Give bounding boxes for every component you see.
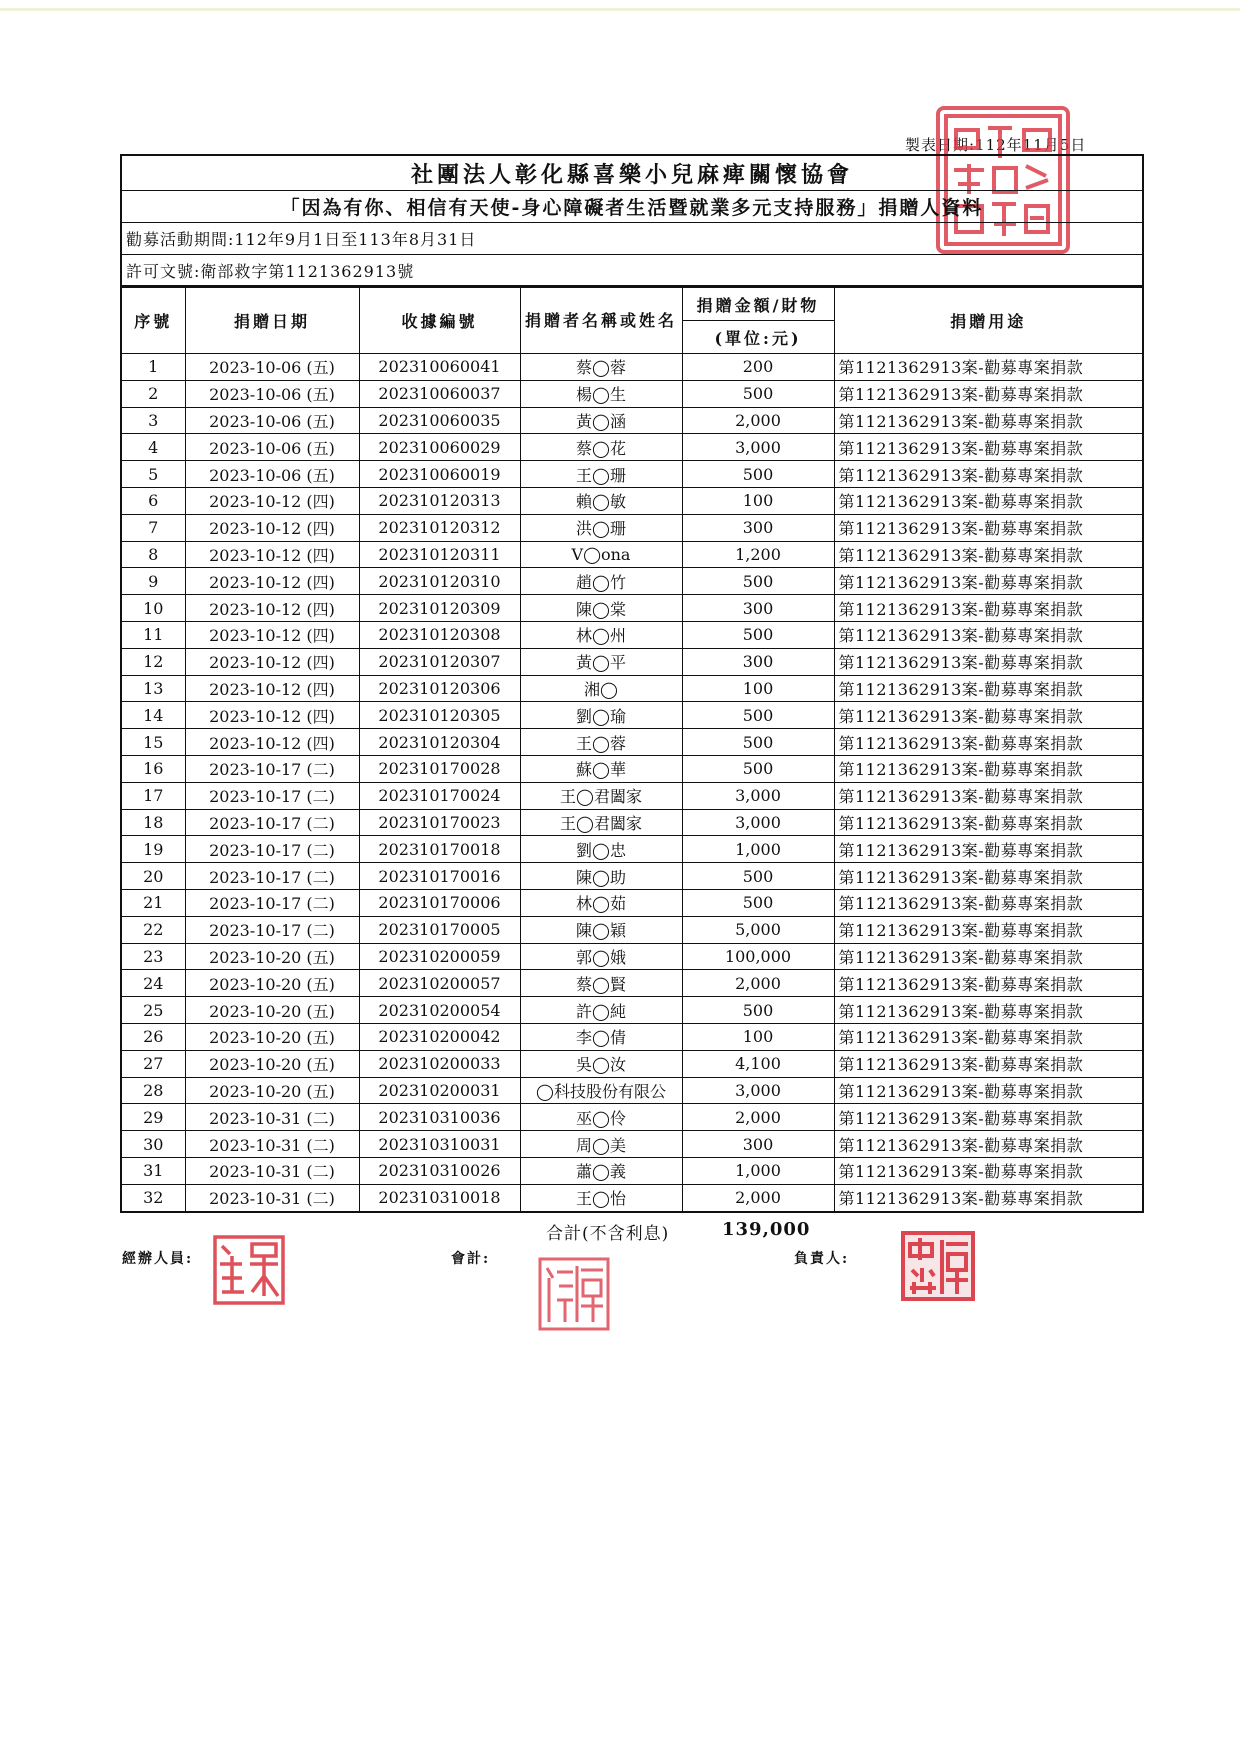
cell-donor: V◯ona — [520, 541, 682, 568]
cell-donor: 陳◯助 — [520, 863, 682, 890]
cell-date: 2023-10-12 (四) — [185, 702, 359, 729]
table-row — [122, 782, 1142, 809]
table-row — [122, 407, 1142, 434]
cell-seq: 2 — [122, 380, 185, 407]
cell-seq: 20 — [122, 863, 185, 890]
cell-receipt: 202310060041 — [359, 354, 520, 381]
table-row — [122, 1157, 1142, 1184]
cell-donor: ◯科技股份有限公 — [520, 1077, 682, 1104]
cell-date: 2023-10-20 (五) — [185, 997, 359, 1024]
cell-donor: 蘇◯華 — [520, 755, 682, 782]
cell-amount: 500 — [682, 729, 834, 756]
cell-date: 2023-10-12 (四) — [185, 595, 359, 622]
cell-seq: 6 — [122, 487, 185, 514]
cell-purpose: 第1121362913案-勸募專案捐款 — [834, 648, 1142, 675]
cell-seq: 25 — [122, 997, 185, 1024]
table-row — [122, 1023, 1142, 1050]
cell-purpose: 第1121362913案-勸募專案捐款 — [834, 1050, 1142, 1077]
cell-date: 2023-10-12 (四) — [185, 568, 359, 595]
cell-seq: 17 — [122, 782, 185, 809]
page-top-edge — [0, 8, 1240, 11]
table-row — [122, 1050, 1142, 1077]
cell-donor: 蔡◯蓉 — [520, 354, 682, 381]
cell-purpose: 第1121362913案-勸募專案捐款 — [834, 380, 1142, 407]
cell-seq: 30 — [122, 1131, 185, 1158]
cell-purpose: 第1121362913案-勸募專案捐款 — [834, 1157, 1142, 1184]
cell-purpose: 第1121362913案-勸募專案捐款 — [834, 970, 1142, 997]
cell-receipt: 202310200057 — [359, 970, 520, 997]
responsible-seal-stamp — [900, 1230, 976, 1302]
cell-receipt: 202310120304 — [359, 729, 520, 756]
donation-report — [120, 154, 1144, 1213]
table-row — [122, 434, 1142, 461]
cell-purpose: 第1121362913案-勸募專案捐款 — [834, 434, 1142, 461]
cell-purpose: 第1121362913案-勸募專案捐款 — [834, 1023, 1142, 1050]
cell-receipt: 202310120305 — [359, 702, 520, 729]
cell-receipt: 202310170028 — [359, 755, 520, 782]
cell-donor: 黃◯涵 — [520, 407, 682, 434]
cell-amount: 2,000 — [682, 1104, 834, 1131]
table-row — [122, 675, 1142, 702]
cell-seq: 5 — [122, 461, 185, 488]
handler-seal-stamp — [212, 1234, 286, 1306]
cell-date: 2023-10-17 (二) — [185, 782, 359, 809]
cell-donor: 林◯茹 — [520, 889, 682, 916]
cell-date: 2023-10-12 (四) — [185, 648, 359, 675]
cell-seq: 7 — [122, 514, 185, 541]
cell-donor: 王◯怡 — [520, 1184, 682, 1210]
cell-date: 2023-10-17 (二) — [185, 863, 359, 890]
cell-donor: 蕭◯義 — [520, 1157, 682, 1184]
cell-amount: 500 — [682, 702, 834, 729]
cell-receipt: 202310060019 — [359, 461, 520, 488]
cell-donor: 周◯美 — [520, 1131, 682, 1158]
cell-receipt: 202310310026 — [359, 1157, 520, 1184]
table-row — [122, 1077, 1142, 1104]
cell-donor: 王◯珊 — [520, 461, 682, 488]
table-row — [122, 809, 1142, 836]
cell-amount: 300 — [682, 648, 834, 675]
table-row — [122, 595, 1142, 622]
table-row — [122, 729, 1142, 756]
cell-amount: 500 — [682, 755, 834, 782]
cell-purpose: 第1121362913案-勸募專案捐款 — [834, 889, 1142, 916]
cell-purpose: 第1121362913案-勸募專案捐款 — [834, 541, 1142, 568]
cell-seq: 11 — [122, 621, 185, 648]
cell-seq: 3 — [122, 407, 185, 434]
cell-amount: 100,000 — [682, 943, 834, 970]
table-row — [122, 1131, 1142, 1158]
cell-date: 2023-10-31 (二) — [185, 1104, 359, 1131]
table-row — [122, 702, 1142, 729]
cell-amount: 5,000 — [682, 916, 834, 943]
cell-amount: 2,000 — [682, 407, 834, 434]
cell-seq: 4 — [122, 434, 185, 461]
cell-date: 2023-10-20 (五) — [185, 1050, 359, 1077]
cell-donor: 王◯君闔家 — [520, 782, 682, 809]
table-row — [122, 487, 1142, 514]
cell-seq: 19 — [122, 836, 185, 863]
cell-donor: 蔡◯花 — [520, 434, 682, 461]
cell-donor: 洪◯珊 — [520, 514, 682, 541]
cell-receipt: 202310200033 — [359, 1050, 520, 1077]
cell-date: 2023-10-12 (四) — [185, 487, 359, 514]
cell-seq: 13 — [122, 675, 185, 702]
cell-receipt: 202310170024 — [359, 782, 520, 809]
cell-seq: 23 — [122, 943, 185, 970]
cell-donor: 湘◯ — [520, 675, 682, 702]
handler-label: 經辦人員: — [122, 1251, 194, 1267]
cell-purpose: 第1121362913案-勸募專案捐款 — [834, 755, 1142, 782]
cell-seq: 8 — [122, 541, 185, 568]
cell-date: 2023-10-06 (五) — [185, 407, 359, 434]
cell-seq: 16 — [122, 755, 185, 782]
cell-receipt: 202310120312 — [359, 514, 520, 541]
cell-seq: 31 — [122, 1157, 185, 1184]
cell-receipt: 202310310036 — [359, 1104, 520, 1131]
cell-seq: 10 — [122, 595, 185, 622]
cell-amount: 500 — [682, 997, 834, 1024]
cell-amount: 3,000 — [682, 1077, 834, 1104]
total-label: 合計(不含利息) — [546, 1224, 670, 1244]
cell-seq: 18 — [122, 809, 185, 836]
cell-donor: 林◯州 — [520, 621, 682, 648]
table-row — [122, 1104, 1142, 1131]
cell-donor: 劉◯忠 — [520, 836, 682, 863]
cell-seq: 21 — [122, 889, 185, 916]
cell-seq: 29 — [122, 1104, 185, 1131]
cell-purpose: 第1121362913案-勸募專案捐款 — [834, 943, 1142, 970]
cell-purpose: 第1121362913案-勸募專案捐款 — [834, 1104, 1142, 1131]
cell-seq: 1 — [122, 354, 185, 381]
cell-purpose: 第1121362913案-勸募專案捐款 — [834, 407, 1142, 434]
table-row — [122, 541, 1142, 568]
cell-seq: 27 — [122, 1050, 185, 1077]
cell-purpose: 第1121362913案-勸募專案捐款 — [834, 354, 1142, 381]
table-row — [122, 648, 1142, 675]
cell-date: 2023-10-12 (四) — [185, 729, 359, 756]
cell-amount: 1,200 — [682, 541, 834, 568]
cell-donor: 郭◯娥 — [520, 943, 682, 970]
cell-date: 2023-10-17 (二) — [185, 809, 359, 836]
header-amount-unit: (單位:元) — [682, 321, 834, 354]
cell-purpose: 第1121362913案-勸募專案捐款 — [834, 461, 1142, 488]
cell-purpose: 第1121362913案-勸募專案捐款 — [834, 514, 1142, 541]
cell-date: 2023-10-06 (五) — [185, 461, 359, 488]
cell-donor: 巫◯伶 — [520, 1104, 682, 1131]
cell-donor: 李◯倩 — [520, 1023, 682, 1050]
cell-date: 2023-10-20 (五) — [185, 943, 359, 970]
cell-amount: 100 — [682, 487, 834, 514]
cell-amount: 200 — [682, 354, 834, 381]
cell-donor: 王◯君闔家 — [520, 809, 682, 836]
cell-date: 2023-10-12 (四) — [185, 514, 359, 541]
cell-amount: 500 — [682, 889, 834, 916]
cell-purpose: 第1121362913案-勸募專案捐款 — [834, 836, 1142, 863]
cell-seq: 14 — [122, 702, 185, 729]
cell-date: 2023-10-31 (二) — [185, 1184, 359, 1210]
cell-amount: 300 — [682, 514, 834, 541]
made-date: 製表日期:112年11月5日 — [905, 136, 1087, 154]
cell-date: 2023-10-20 (五) — [185, 1077, 359, 1104]
org-title: 社團法人彰化縣喜樂小兒麻痺關懷協會 — [122, 156, 1142, 191]
cell-amount: 3,000 — [682, 809, 834, 836]
cell-date: 2023-10-17 (二) — [185, 916, 359, 943]
cell-amount: 500 — [682, 461, 834, 488]
cell-purpose: 第1121362913案-勸募專案捐款 — [834, 568, 1142, 595]
header-amount: 捐贈金額/財物 — [682, 288, 834, 321]
cell-purpose: 第1121362913案-勸募專案捐款 — [834, 1077, 1142, 1104]
donor-table-body — [122, 354, 1142, 1211]
cell-receipt: 202310200054 — [359, 997, 520, 1024]
cell-donor: 王◯蓉 — [520, 729, 682, 756]
cell-date: 2023-10-06 (五) — [185, 354, 359, 381]
header-purpose: 捐贈用途 — [834, 288, 1142, 354]
cell-seq: 15 — [122, 729, 185, 756]
accountant-label: 會計: — [451, 1251, 491, 1267]
cell-donor: 陳◯穎 — [520, 916, 682, 943]
cell-purpose: 第1121362913案-勸募專案捐款 — [834, 1131, 1142, 1158]
permit-number: 許可文號:衛部救字第1121362913號 — [122, 255, 1142, 287]
cell-amount: 500 — [682, 863, 834, 890]
cell-date: 2023-10-12 (四) — [185, 541, 359, 568]
table-row — [122, 380, 1142, 407]
cell-receipt: 202310170006 — [359, 889, 520, 916]
header-donor: 捐贈者名稱或姓名 — [520, 288, 682, 354]
cell-date: 2023-10-12 (四) — [185, 621, 359, 648]
cell-amount: 1,000 — [682, 1157, 834, 1184]
cell-receipt: 202310120307 — [359, 648, 520, 675]
cell-seq: 22 — [122, 916, 185, 943]
cell-receipt: 202310060029 — [359, 434, 520, 461]
cell-donor: 楊◯生 — [520, 380, 682, 407]
cell-receipt: 202310200031 — [359, 1077, 520, 1104]
responsible-label: 負責人: — [794, 1251, 850, 1267]
cell-donor: 趙◯竹 — [520, 568, 682, 595]
cell-purpose: 第1121362913案-勸募專案捐款 — [834, 997, 1142, 1024]
cell-donor: 黃◯平 — [520, 648, 682, 675]
cell-date: 2023-10-17 (二) — [185, 836, 359, 863]
cell-purpose: 第1121362913案-勸募專案捐款 — [834, 621, 1142, 648]
cell-purpose: 第1121362913案-勸募專案捐款 — [834, 1184, 1142, 1210]
cell-amount: 100 — [682, 1023, 834, 1050]
cell-date: 2023-10-06 (五) — [185, 380, 359, 407]
table-row — [122, 354, 1142, 381]
cell-seq: 12 — [122, 648, 185, 675]
table-row — [122, 621, 1142, 648]
table-row — [122, 1184, 1142, 1210]
cell-date: 2023-10-17 (二) — [185, 889, 359, 916]
table-row — [122, 970, 1142, 997]
cell-receipt: 202310120306 — [359, 675, 520, 702]
cell-receipt: 202310170016 — [359, 863, 520, 890]
project-title: 「因為有你、相信有天使-身心障礙者生活暨就業多元支持服務」捐贈人資料 — [122, 191, 1142, 223]
table-row — [122, 997, 1142, 1024]
cell-receipt: 202310170005 — [359, 916, 520, 943]
cell-amount: 1,000 — [682, 836, 834, 863]
cell-amount: 500 — [682, 380, 834, 407]
table-row — [122, 889, 1142, 916]
table-row — [122, 514, 1142, 541]
cell-purpose: 第1121362913案-勸募專案捐款 — [834, 675, 1142, 702]
cell-receipt: 202310120309 — [359, 595, 520, 622]
cell-donor: 陳◯棠 — [520, 595, 682, 622]
table-row — [122, 836, 1142, 863]
cell-purpose: 第1121362913案-勸募專案捐款 — [834, 702, 1142, 729]
table-row — [122, 916, 1142, 943]
cell-date: 2023-10-12 (四) — [185, 675, 359, 702]
cell-amount: 500 — [682, 621, 834, 648]
cell-seq: 28 — [122, 1077, 185, 1104]
campaign-period: 勸募活動期間:112年9月1日至113年8月31日 — [122, 223, 1142, 255]
accountant-seal-stamp — [537, 1256, 611, 1332]
cell-donor: 吳◯汝 — [520, 1050, 682, 1077]
cell-receipt: 202310310018 — [359, 1184, 520, 1210]
table-row — [122, 461, 1142, 488]
cell-purpose: 第1121362913案-勸募專案捐款 — [834, 916, 1142, 943]
cell-seq: 24 — [122, 970, 185, 997]
cell-purpose: 第1121362913案-勸募專案捐款 — [834, 729, 1142, 756]
cell-purpose: 第1121362913案-勸募專案捐款 — [834, 782, 1142, 809]
cell-seq: 32 — [122, 1184, 185, 1210]
cell-seq: 9 — [122, 568, 185, 595]
total-value: 139,000 — [722, 1219, 811, 1240]
cell-receipt: 202310120308 — [359, 621, 520, 648]
cell-amount: 2,000 — [682, 970, 834, 997]
cell-amount: 300 — [682, 595, 834, 622]
cell-purpose: 第1121362913案-勸募專案捐款 — [834, 809, 1142, 836]
cell-donor: 賴◯敏 — [520, 487, 682, 514]
table-row — [122, 755, 1142, 782]
cell-donor: 許◯純 — [520, 997, 682, 1024]
cell-seq: 26 — [122, 1023, 185, 1050]
cell-receipt: 202310060037 — [359, 380, 520, 407]
cell-amount: 3,000 — [682, 434, 834, 461]
cell-purpose: 第1121362913案-勸募專案捐款 — [834, 487, 1142, 514]
cell-receipt: 202310120311 — [359, 541, 520, 568]
cell-amount: 3,000 — [682, 782, 834, 809]
cell-date: 2023-10-20 (五) — [185, 1023, 359, 1050]
header-seq: 序號 — [122, 288, 185, 354]
cell-date: 2023-10-17 (二) — [185, 755, 359, 782]
cell-donor: 蔡◯賢 — [520, 970, 682, 997]
cell-receipt: 202310200042 — [359, 1023, 520, 1050]
table-row — [122, 568, 1142, 595]
cell-receipt: 202310120310 — [359, 568, 520, 595]
cell-date: 2023-10-06 (五) — [185, 434, 359, 461]
cell-receipt: 202310200059 — [359, 943, 520, 970]
cell-receipt: 202310170018 — [359, 836, 520, 863]
cell-donor: 劉◯瑜 — [520, 702, 682, 729]
cell-date: 2023-10-31 (二) — [185, 1157, 359, 1184]
cell-amount: 4,100 — [682, 1050, 834, 1077]
cell-date: 2023-10-20 (五) — [185, 970, 359, 997]
table-row — [122, 863, 1142, 890]
cell-receipt: 202310170023 — [359, 809, 520, 836]
cell-amount: 2,000 — [682, 1184, 834, 1210]
cell-purpose: 第1121362913案-勸募專案捐款 — [834, 863, 1142, 890]
cell-purpose: 第1121362913案-勸募專案捐款 — [834, 595, 1142, 622]
header-date: 捐贈日期 — [185, 288, 359, 354]
table-row — [122, 943, 1142, 970]
cell-receipt: 202310060035 — [359, 407, 520, 434]
cell-amount: 100 — [682, 675, 834, 702]
cell-amount: 300 — [682, 1131, 834, 1158]
cell-receipt: 202310310031 — [359, 1131, 520, 1158]
cell-date: 2023-10-31 (二) — [185, 1131, 359, 1158]
header-receipt: 收據編號 — [359, 288, 520, 354]
donor-table — [122, 287, 1142, 1211]
cell-receipt: 202310120313 — [359, 487, 520, 514]
cell-amount: 500 — [682, 568, 834, 595]
